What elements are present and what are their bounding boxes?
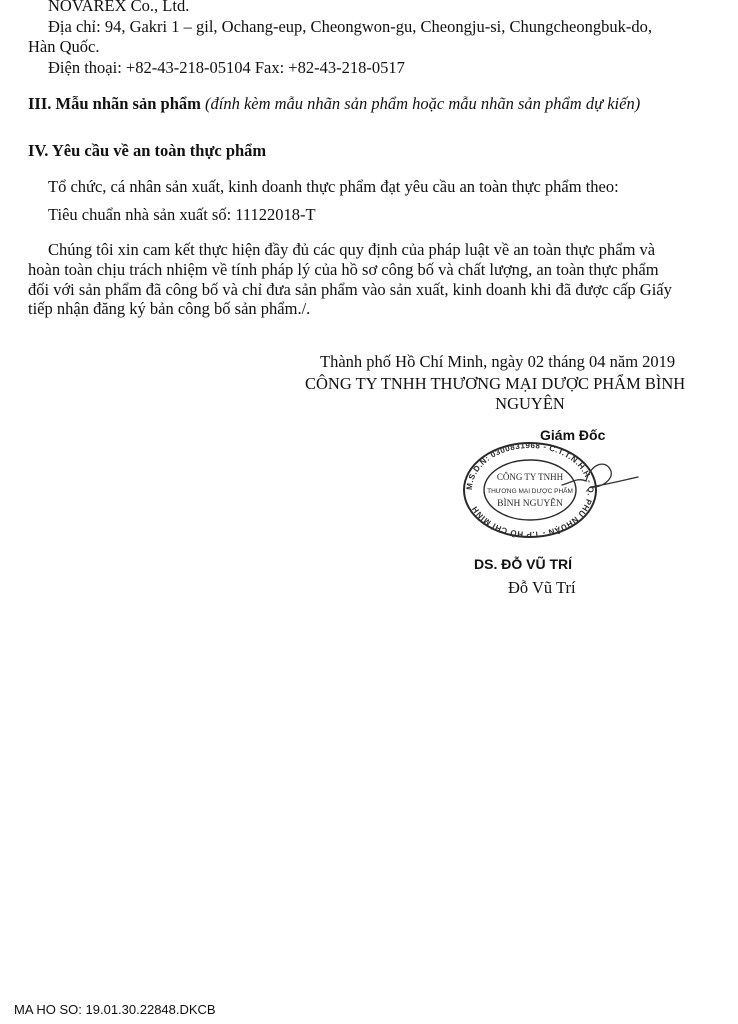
section4-line2: Tiêu chuẩn nhà sản xuất số: 11122018-T — [48, 205, 316, 224]
commitment-line-2: hoàn toàn chịu trách nhiệm về tính pháp lý của hồ sơ công bố và chất lượng, an toàn thực phẩm — [28, 260, 659, 279]
handwritten-signature — [560, 455, 640, 505]
director-title: Giám Đốc — [540, 427, 606, 443]
supplier-address-line2: Hàn Quốc. — [28, 37, 100, 56]
section3-note: (đính kèm mẫu nhãn sản phẩm hoặc mẫu nhãn sản phẩm dự kiến) — [205, 94, 641, 113]
signer-name: Đỗ Vũ Trí — [508, 578, 576, 597]
company-name-line1: CÔNG TY TNHH THƯƠNG MẠI DƯỢC PHẨM BÌNH — [305, 374, 686, 393]
stamp-line2: THƯƠNG MẠI DƯỢC PHẨM — [487, 488, 573, 495]
commitment-line-4: tiếp nhận đăng ký bản công bố sản phẩm./. — [28, 299, 311, 318]
section3-heading: III. Mẫu nhãn sản phẩm — [28, 94, 201, 113]
stamp-line3: BÌNH NGUYÊN — [497, 499, 563, 509]
company-name-line2: NGUYÊN — [495, 394, 565, 413]
section3-heading-line — [28, 94, 640, 114]
record-code: MA HO SO: 19.01.30.22848.DKCB — [14, 1002, 216, 1017]
supplier-address-line1: Địa chỉ: 94, Gakri 1 – gil, Ochang-eup, Cheongwon-gu, Cheongju-si, Chungcheongbuk-do, — [48, 17, 652, 36]
section4-line1: Tổ chức, cá nhân sản xuất, kinh doanh thực phẩm đạt yêu cầu an toàn thực phẩm theo: — [48, 177, 619, 196]
stamp-line1: CÔNG TY TNHH — [496, 472, 564, 482]
commitment-line-3: đối với sản phẩm đã công bố và chỉ đưa sản phẩm vào sản xuất, kinh doanh khi đã được cấp Giấy — [28, 280, 672, 299]
stamp-ring-text: M.S.D.N: 0300831968 - C.T.T.N.H.H - Q. PHÚ NHUẬN - T.P HỒ CHÍ MINH — [464, 440, 596, 540]
signer-stamped-name: DS. ĐỖ VŨ TRÍ — [474, 556, 573, 572]
section4-heading: IV. Yêu cầu về an toàn thực phẩm — [28, 141, 267, 160]
supplier-phone-fax: Điện thoại: +82-43-218-05104 Fax: +82-43-218-0517 — [48, 58, 405, 77]
place-date: Thành phố Hồ Chí Minh, ngày 02 tháng 04 năm 2019 — [320, 352, 676, 371]
supplier-name: NOVAREX Co., Ltd. — [48, 0, 190, 15]
commitment-line-1: Chúng tôi xin cam kết thực hiện đầy đủ các quy định của pháp luật về an toàn thực phẩm và — [48, 240, 656, 259]
